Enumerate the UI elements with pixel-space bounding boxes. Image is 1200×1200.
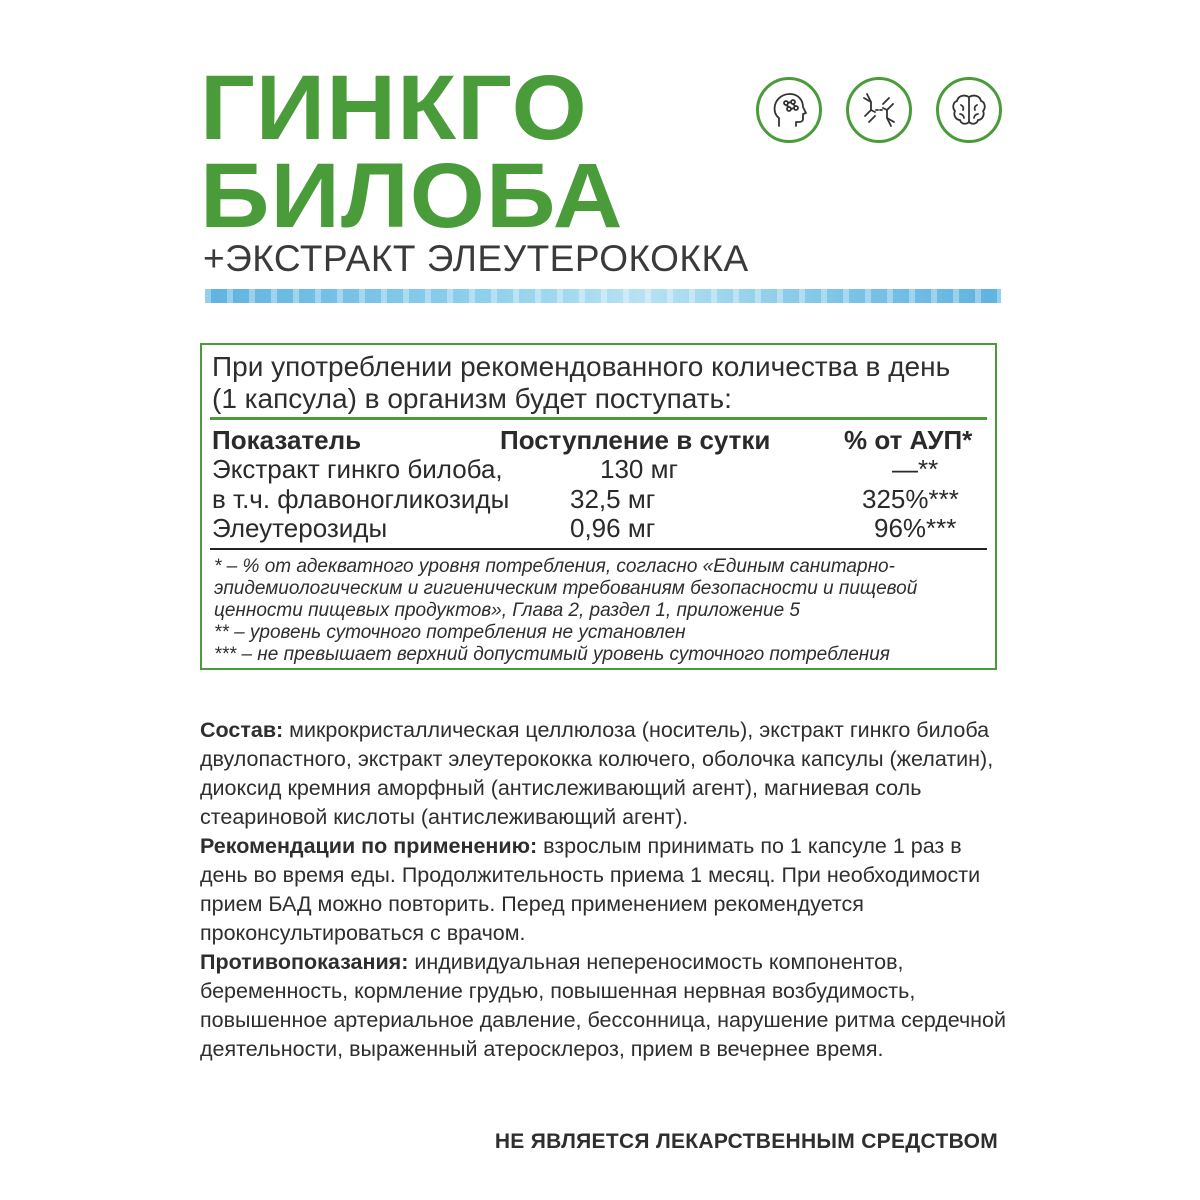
product-subtitle: +ЭКСТРАКТ ЭЛЕУТЕРОКОККА bbox=[203, 238, 749, 279]
table-intro: При употреблении рекомендованного количества в день (1 капсула) в организм будет поступать: bbox=[212, 351, 951, 414]
brain-icon bbox=[936, 77, 1002, 143]
contraindications-text: индивидуальная непереносимость компонентов, беременность, кормление грудью, повышенная нервная возбудимость, повышенное артериальное давление, бессонница, нарушение ритма сердечной деятельности, выраженный атеросклероз, прием в вечернее время. bbox=[200, 950, 1007, 1061]
product-description bbox=[200, 716, 1010, 1064]
footnote-line: эпидемиологическим и гигиеническим требованиям безопасности и пищевой bbox=[214, 578, 918, 599]
table-cell: в т.ч. флавоногликозиды bbox=[212, 484, 510, 514]
contraindications-paragraph bbox=[200, 948, 1010, 1064]
table-cell: 32,5 мг bbox=[570, 484, 656, 514]
recommendations-text: взрослым принимать по 1 капсуле 1 раз в день во время еды. Продолжительность приема 1 месяц. При необходимости прием БАД можно повторить. Перед применением рекомендуется проконсультироваться с врачом. bbox=[200, 834, 981, 945]
table-cell: —** bbox=[892, 454, 939, 484]
disclaimer: НЕ ЯВЛЯЕТСЯ ЛЕКАРСТВЕННЫМ СРЕДСТВОМ bbox=[494, 1130, 998, 1153]
footnote-line: ценности пищевых продуктов», Глава 2, раздел 1, приложение 5 bbox=[214, 600, 800, 621]
table-cell: Элеутерозиды bbox=[212, 513, 388, 543]
table-cell: 96%*** bbox=[874, 513, 957, 543]
table-cell: Экстракт гинкго билоба, bbox=[212, 454, 503, 484]
table-header-percent: % от АУП* bbox=[844, 425, 973, 455]
table-cell: 325%*** bbox=[862, 484, 959, 514]
product-title-line2: БИЛОБА bbox=[200, 145, 624, 247]
decorative-blue-bar bbox=[205, 289, 1001, 303]
contraindications-label: Противопоказания: bbox=[200, 950, 409, 974]
head-brain-icon bbox=[756, 77, 822, 143]
table-divider-black bbox=[210, 548, 987, 550]
composition-paragraph bbox=[200, 716, 1010, 832]
footnote-line: ** – уровень суточного потребления не установлен bbox=[214, 622, 686, 643]
composition-text: микрокристаллическая целлюлоза (носитель), экстракт гинкго билоба двулопастного, экстракт элеутерококка колючего, оболочка капсулы (желатин), диоксид кремния аморфный (антислеживающий агент), магниевая соль стеариновой кислоты (антислеживающий агент). bbox=[200, 718, 994, 829]
nutrition-table-box bbox=[200, 343, 997, 670]
recommendations-paragraph bbox=[200, 832, 1010, 948]
neuron-connection-icon bbox=[846, 77, 912, 143]
recommendations-label: Рекомендации по применению: bbox=[200, 834, 538, 858]
footnote-line: *** – не превышает верхний допустимый уровень суточного потребления bbox=[214, 644, 890, 665]
table-header-daily-intake: Поступление в сутки bbox=[500, 425, 771, 455]
table-cell: 130 мг bbox=[600, 454, 678, 484]
table-cell: 0,96 мг bbox=[570, 513, 656, 543]
product-title-line1: ГИНКГО bbox=[200, 57, 588, 159]
footnote-line: * – % от адекватного уровня потребления, согласно «Единым санитарно- bbox=[214, 556, 895, 577]
table-header-indicator: Показатель bbox=[212, 425, 362, 455]
benefit-icons bbox=[756, 77, 1002, 143]
composition-label: Состав: bbox=[200, 718, 284, 742]
table-divider-green bbox=[210, 417, 987, 420]
